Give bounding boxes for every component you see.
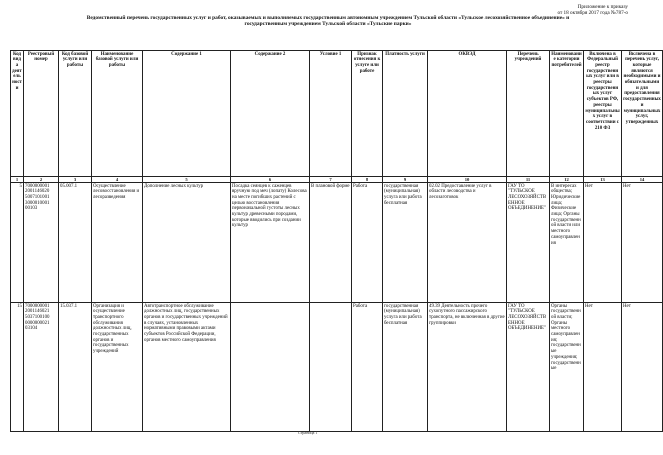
column-number: 2 bbox=[24, 177, 59, 183]
cell-v-perechne: Нет bbox=[622, 183, 663, 303]
cell-potrebiteli: Органы государственной власти; Органы местного самоуправления; государственные учреждения; государственные bbox=[550, 303, 584, 432]
cell-soderzhanie-1: Дополнение лесных культур bbox=[143, 183, 231, 303]
cell-reestr-number: 7000000001 2001146020 5007101001 3000010001 00103 bbox=[24, 183, 59, 303]
document-title bbox=[30, 15, 626, 28]
column-header: Реестровый номер bbox=[24, 51, 59, 177]
column-number: 6 bbox=[231, 177, 310, 183]
cell-kod-vida: 5 bbox=[11, 183, 24, 303]
cell-naimenovanie: Осуществление лесовосстановления и лесоразведения bbox=[92, 183, 143, 303]
cell-kod-bazovoi: 05.007.1 bbox=[59, 183, 92, 303]
table-row bbox=[11, 303, 663, 432]
column-header: Код базовой услуги или работы bbox=[59, 51, 92, 177]
table-row bbox=[11, 183, 663, 303]
cell-naimenovanie: Организация и осуществление транспортного обслуживания должностных лиц, государственных органов и государственных учреждений bbox=[92, 303, 143, 432]
cell-priznak: Работа bbox=[352, 183, 383, 303]
cell-platnost: государственная (муниципальная) услуга или работа бесплатная bbox=[383, 183, 428, 303]
column-header: Условие 1 bbox=[310, 51, 352, 177]
column-header: ОКВЭД bbox=[428, 51, 507, 177]
column-number: 7 bbox=[310, 177, 352, 183]
column-header: Наименование базовой услуги или работы bbox=[92, 51, 143, 177]
column-number: 4 bbox=[92, 177, 143, 183]
cell-soderzhanie-2: Посадка сеянцев к саженцев вручную под меч (лопату) Колесова на месте погибших растений с целью восстановления первоначальной густоты лесных культур древесными породами, которые вводились при создании культур bbox=[231, 183, 310, 303]
column-number: 3 bbox=[59, 177, 92, 183]
cell-v-perechne: Нет bbox=[622, 303, 663, 432]
page-footer: Страница 1 bbox=[298, 430, 318, 435]
column-header: Включена в перечень услуг, которые являются необходимыми и обязательными и для предоставления государственных и муниципальных услуг, утвержденных bbox=[622, 51, 663, 177]
table-header-row bbox=[11, 51, 663, 177]
cell-kod-bazovoi: 15.037.1 bbox=[59, 303, 92, 432]
cell-reestr-number: 7000000001 2001146021 5037100100 0000000021 03104 bbox=[24, 303, 59, 432]
column-header: Включена в Федеральный реестр государственных услуг или в реестры государственных услуг субъектов РФ, реестры муниципальных услуг в соответствии с 210 ФЗ bbox=[584, 51, 622, 177]
cell-okved: 02.02 Предоставление услуг в области лесоводства и лесозаготовок bbox=[428, 183, 507, 303]
column-number: 5 bbox=[143, 177, 231, 183]
appendix-line-1: Приложение к приказу bbox=[577, 4, 628, 10]
title-line-1: Ведомственный перечень государственных услуг и работ, оказываемых и выполняемых государственным автономным учреждением Тульской области «Тульское лесохозяйственное объединение» и bbox=[86, 15, 570, 21]
cell-soderzhanie-2 bbox=[231, 303, 310, 432]
column-header: Содержание 2 bbox=[231, 51, 310, 177]
cell-uslovie-1: В плановой форме bbox=[310, 183, 352, 303]
cell-kod-vida: 15 bbox=[11, 303, 24, 432]
cell-potrebiteli: В интересах общества; Юридические лица; Физические лица; Органы государственной власти или местного самоуправления bbox=[550, 183, 584, 303]
services-table bbox=[10, 50, 663, 432]
cell-v-reestre: Нет bbox=[584, 303, 622, 432]
column-header: Содержание 1 bbox=[143, 51, 231, 177]
appendix-line-2: от 18 октября 2017 года №787-о bbox=[557, 10, 628, 17]
column-number: 14 bbox=[622, 177, 663, 183]
cell-v-reestre: Нет bbox=[584, 183, 622, 303]
title-line-2: государственным учреждением Тульской области «Тульские парки» bbox=[244, 21, 412, 28]
cell-soderzhanie-1: Автотранспортное обслуживание должностных лиц, государственных органов и государственных учреждений в случаях, установленных нормативными правовыми актами субъектов Российской Федерации, органов местного самоуправления bbox=[143, 303, 231, 432]
column-number: 13 bbox=[584, 177, 622, 183]
column-number: 10 bbox=[428, 177, 507, 183]
column-number: 11 bbox=[507, 177, 550, 183]
cell-uslovie-1 bbox=[310, 303, 352, 432]
cell-uchrezhdeniya: ГАУ ТО "ТУЛЬСКОЕ ЛЕСОХОЗЯЙСТВЕННОЕ ОБЪЕДИНЕНИЕ" bbox=[507, 303, 550, 432]
column-number: 12 bbox=[550, 177, 584, 183]
column-header: Перечень учреждений bbox=[507, 51, 550, 177]
column-number: 9 bbox=[383, 177, 428, 183]
cell-okved: 49.39 Деятельность прочего сухопутного пассажирского транспорта, не включенная в другие группировки bbox=[428, 303, 507, 432]
cell-platnost: государственная (муниципальная) услуга или работа бесплатная bbox=[383, 303, 428, 432]
column-number: 1 bbox=[11, 177, 24, 183]
column-header: Код вида деятельности bbox=[11, 51, 24, 177]
column-header: Наименование категории потребителей bbox=[550, 51, 584, 177]
column-header: Признак отнесения к услуге или работе bbox=[352, 51, 383, 177]
column-header: Платность услуги bbox=[383, 51, 428, 177]
column-number: 8 bbox=[352, 177, 383, 183]
cell-priznak: Работа bbox=[352, 303, 383, 432]
cell-uchrezhdeniya: ГАУ ТО "ТУЛЬСКОЕ ЛЕСОХОЗЯЙСТВЕННОЕ ОБЪЕДИНЕНИЕ" bbox=[507, 183, 550, 303]
